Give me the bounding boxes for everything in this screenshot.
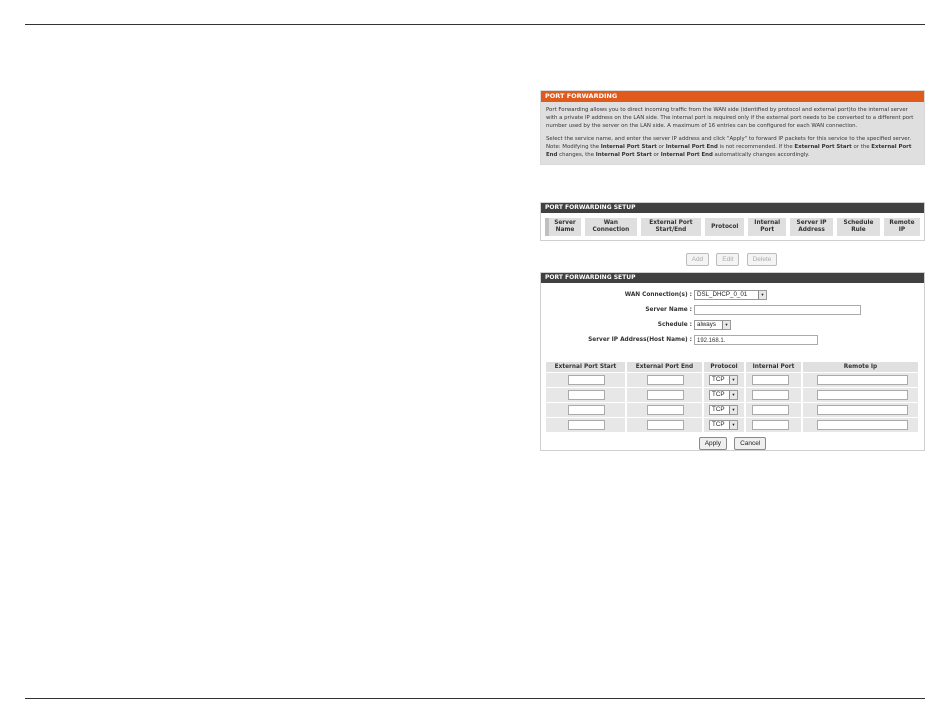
col-label: Internal [754, 220, 781, 226]
int-port-cell [745, 418, 802, 433]
server-name-row [541, 305, 924, 316]
col-remote-ip [882, 218, 920, 236]
col-label: Server [554, 220, 576, 226]
port-entries-table [546, 362, 918, 432]
int-port-cell [745, 373, 802, 388]
chevron-down-icon: ▼ [758, 291, 766, 299]
protocol-value: TCP [712, 406, 725, 413]
col-label: Connection [592, 227, 630, 233]
protocol-value: TCP [712, 421, 725, 428]
col-external-port [639, 218, 703, 236]
col-label: IP [898, 227, 906, 233]
protocol-cell [703, 403, 745, 418]
port-entry-row [546, 373, 918, 388]
ext-start-cell [546, 403, 626, 418]
col-label: Port [760, 227, 775, 233]
external-port-start-input[interactable] [568, 405, 605, 415]
external-port-end-input[interactable] [647, 375, 684, 385]
server-ip-input[interactable]: 192.168.1. [694, 335, 818, 345]
list-title: PORT FORWARDING SETUP [541, 203, 924, 213]
info-text: or [656, 143, 666, 150]
protocol-select[interactable] [709, 375, 738, 385]
port-forwarding-form-panel [540, 272, 925, 451]
info-bold: External Port End [546, 143, 912, 159]
protocol-select[interactable] [709, 420, 738, 430]
port-entry-row [546, 388, 918, 403]
server-ip-row [541, 335, 924, 346]
port-forwarding-info-panel [540, 90, 925, 165]
remote-ip-cell [802, 418, 918, 433]
info-bold: External Port Start [794, 143, 852, 150]
info-text: automatically changes accordingly. [712, 152, 810, 159]
external-port-end-input[interactable] [647, 420, 684, 430]
col-remote-ip: Remote Ip [802, 362, 918, 373]
external-port-end-input[interactable] [647, 390, 684, 400]
info-bold: Internal Port End [660, 152, 713, 159]
server-name-input[interactable] [694, 305, 861, 315]
protocol-select[interactable] [709, 405, 738, 415]
info-text: Select the service name, and enter the server IP address and click "Apply" to forward IP packets for this service to the specified server. Note: Modifying the [546, 135, 912, 150]
delete-button[interactable]: Delete [747, 253, 778, 266]
col-label: Address [798, 227, 825, 233]
ext-end-cell [626, 418, 703, 433]
internal-port-input[interactable] [752, 390, 789, 400]
info-text: changes, the [557, 152, 596, 159]
col-server-name [547, 218, 583, 236]
remote-ip-cell [802, 403, 918, 418]
protocol-cell [703, 373, 745, 388]
remote-ip-cell [802, 373, 918, 388]
server-ip-label: Server IP Address(Host Name) : [588, 337, 692, 343]
internal-port-input[interactable] [752, 375, 789, 385]
cancel-button[interactable]: Cancel [734, 437, 766, 450]
col-label: Name [555, 227, 575, 233]
col-label: Remote [889, 220, 915, 226]
col-label: Wan [603, 220, 618, 226]
col-schedule-rule [835, 218, 882, 236]
wan-connection-select[interactable] [694, 290, 767, 300]
list-header-row [547, 218, 920, 236]
wan-connection-value: DSL_DHCP_0_01 [697, 291, 748, 298]
col-label: Rule [851, 227, 866, 233]
protocol-value: TCP [712, 376, 725, 383]
bottom-rule [25, 698, 925, 699]
chevron-down-icon: ▼ [729, 376, 737, 384]
info-body [541, 102, 924, 164]
remote-ip-input[interactable] [817, 405, 908, 415]
info-paragraph-1: Port Forwarding allows you to direct incoming traffic from the WAN side (identified by protocol and external port)to the internal server with a private IP address on the LAN side. The internal port is required only if the external port needs to be converted to a different port number used by the server on the LAN side. A maximum of 16 entries can be configured for each WAN connection. [546, 107, 914, 130]
port-forwarding-form [541, 283, 924, 449]
ext-end-cell [626, 388, 703, 403]
col-internal-port: Internal Port [745, 362, 802, 373]
ext-end-cell [626, 403, 703, 418]
internal-port-input[interactable] [752, 405, 789, 415]
chevron-down-icon: ▼ [722, 321, 730, 329]
info-text: or the [851, 143, 872, 150]
schedule-label: Schedule : [657, 322, 692, 328]
external-port-start-input[interactable] [568, 375, 605, 385]
port-entry-row [546, 418, 918, 433]
external-port-start-input[interactable] [568, 390, 605, 400]
chevron-down-icon: ▼ [729, 406, 737, 414]
info-bold: Internal Port Start [595, 152, 652, 159]
int-port-cell [745, 403, 802, 418]
col-label: External Port [649, 220, 693, 226]
wan-connection-label: WAN Connection(s) : [624, 292, 692, 298]
col-wan-connection [583, 218, 639, 236]
port-entries-header [546, 362, 918, 373]
col-label: Start/End [655, 227, 687, 233]
port-forwarding-list-panel [540, 202, 925, 241]
ext-end-cell [626, 373, 703, 388]
wan-connection-row [541, 290, 924, 301]
schedule-row [541, 320, 924, 331]
protocol-cell [703, 418, 745, 433]
apply-button[interactable]: Apply [699, 437, 727, 450]
internal-port-input[interactable] [752, 420, 789, 430]
ext-start-cell [546, 373, 626, 388]
col-protocol: Protocol [703, 362, 745, 373]
remote-ip-input[interactable] [817, 420, 908, 430]
col-external-port-start: External Port Start [546, 362, 626, 373]
col-label: Protocol [711, 223, 739, 230]
external-port-end-input[interactable] [647, 405, 684, 415]
col-external-port-end: External Port End [626, 362, 703, 373]
info-text: or [651, 152, 661, 159]
port-entry-row [546, 403, 918, 418]
server-name-label: Server Name : [645, 307, 692, 313]
info-title: PORT FORWARDING [541, 91, 924, 102]
list-button-row [540, 253, 923, 272]
col-server-ip [788, 218, 835, 236]
top-rule [25, 24, 925, 25]
remote-ip-cell [802, 388, 918, 403]
protocol-value: TCP [712, 391, 725, 398]
remote-ip-input[interactable] [817, 390, 908, 400]
chevron-down-icon: ▼ [729, 391, 737, 399]
col-protocol [703, 218, 746, 236]
info-bold: Internal Port End [665, 143, 718, 150]
list-box [541, 213, 924, 240]
schedule-value: always [697, 321, 716, 328]
edit-button[interactable]: Edit [716, 253, 739, 266]
info-bold: Internal Port Start [600, 143, 657, 150]
protocol-cell [703, 388, 745, 403]
col-label: Server IP [796, 220, 827, 226]
form-actions [541, 437, 924, 456]
protocol-select[interactable] [709, 390, 738, 400]
col-label: Schedule [843, 220, 874, 226]
info-paragraph-2 [546, 135, 919, 160]
info-text: is not recommended. If the [717, 143, 795, 150]
add-button[interactable]: Add [686, 253, 710, 266]
schedule-select[interactable] [694, 320, 731, 330]
port-forwarding-list-table [545, 218, 920, 236]
ext-start-cell [546, 388, 626, 403]
external-port-start-input[interactable] [568, 420, 605, 430]
int-port-cell [745, 388, 802, 403]
remote-ip-input[interactable] [817, 375, 908, 385]
form-title: PORT FORWARDING SETUP [541, 273, 924, 283]
col-internal-port [746, 218, 788, 236]
chevron-down-icon: ▼ [729, 421, 737, 429]
ext-start-cell [546, 418, 626, 433]
